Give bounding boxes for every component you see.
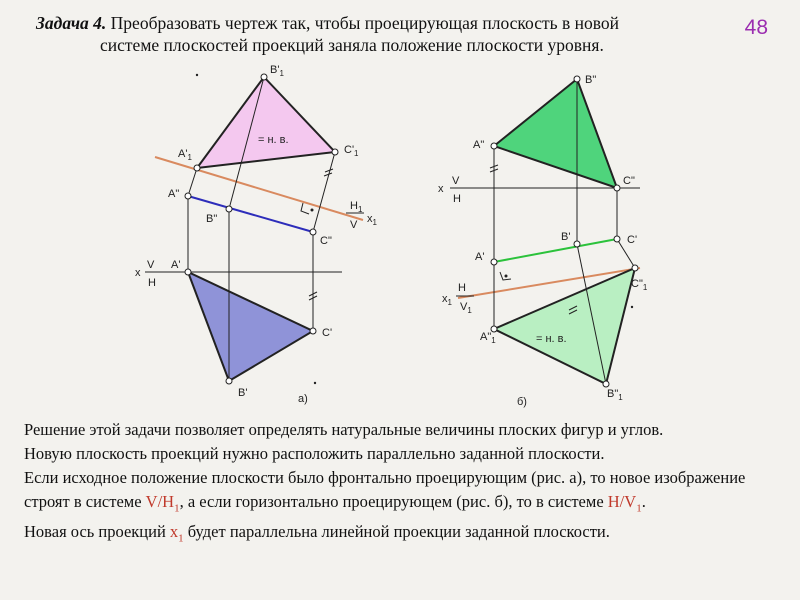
distance-tick xyxy=(324,173,332,176)
page-number: 48 xyxy=(744,16,768,39)
axis-x1-h1-v-a xyxy=(155,157,363,220)
paragraph-3-part-b: , а если горизонтально проецирующем (рис. б), то в системе xyxy=(179,492,608,511)
link-line xyxy=(313,152,335,232)
triangle-true-size-b xyxy=(494,268,635,384)
label-a1: $A'_1$ xyxy=(178,148,192,162)
paragraph-3-part-a: Если исходное положение плоскости было фронтально проецирующим (рис. а), то новое изображение строят в системе xyxy=(24,468,746,511)
paragraph-4 xyxy=(24,520,784,550)
point-a2 xyxy=(185,193,191,199)
label-a2-b: A" xyxy=(473,139,485,151)
label-b1: $B'_1$ xyxy=(270,64,284,78)
task-label: Задача 4. xyxy=(36,13,107,33)
paragraph-3 xyxy=(24,466,784,520)
axis-label-h-new-b: H xyxy=(458,282,466,294)
marker-dot xyxy=(314,382,316,384)
point-b xyxy=(574,241,580,247)
axis-x1-term: $x_1$ xyxy=(169,522,184,545)
point-c1 xyxy=(632,265,638,271)
triangle-frontal-projection-b xyxy=(494,79,617,188)
axis-label-v-a: V xyxy=(147,259,155,271)
point-a xyxy=(491,259,497,265)
axis-label-x1-b: $x_1$ xyxy=(442,293,452,307)
label-b-b: B' xyxy=(561,231,571,243)
axis-label-x-a: x xyxy=(135,267,141,279)
point-b1 xyxy=(261,74,267,80)
point-a xyxy=(185,269,191,275)
label-c2: C" xyxy=(320,235,332,247)
point-c2 xyxy=(310,229,316,235)
point-b2 xyxy=(226,206,232,212)
figure-a xyxy=(135,64,378,405)
point-b xyxy=(226,378,232,384)
label-c2-b: C" xyxy=(623,175,635,187)
label-a1-b: $A"_1$ xyxy=(480,331,496,345)
point-a1 xyxy=(194,165,200,171)
axis-label-x1-a: $x_1$ xyxy=(367,213,377,227)
system-v-h1: $V/H_1$ xyxy=(145,492,180,515)
right-angle-dot xyxy=(505,275,508,278)
label-b: B' xyxy=(238,387,248,399)
triangle-true-size-a xyxy=(197,77,335,168)
paragraph-1: Решение этой задачи позволяет определять натуральные величины плоских фигур и углов. xyxy=(24,420,664,439)
marker-dot xyxy=(631,306,633,308)
point-a1 xyxy=(491,326,497,332)
point-c2 xyxy=(614,185,620,191)
label-a-b: A' xyxy=(475,251,485,263)
title-line-1: Преобразовать чертеж так, чтобы проецирующая плоскость в новой xyxy=(110,13,619,33)
point-c1 xyxy=(332,149,338,155)
axis-label-v1-b: $V_1$ xyxy=(460,301,472,315)
caption-b: б) xyxy=(517,396,527,408)
right-angle-dot xyxy=(311,209,314,212)
label-b2-b: B" xyxy=(585,74,597,86)
explanation-text xyxy=(24,418,784,551)
title-line-2: системе плоскостей проекций заняла положение плоскости уровня. xyxy=(100,35,604,55)
label-c: C' xyxy=(322,327,333,339)
axis-label-h-b: H xyxy=(453,193,461,205)
triangle-horizontal-projection-a xyxy=(188,272,313,381)
point-b2 xyxy=(574,76,580,82)
label-nv-b: = н. в. xyxy=(536,333,567,345)
axis-label-h-a: H xyxy=(148,277,156,289)
system-h-v1: $H/V_1$ xyxy=(607,492,642,515)
marker-dot xyxy=(196,74,198,76)
label-c1-b: $C"_1$ xyxy=(631,278,648,292)
caption-a: а) xyxy=(298,393,308,405)
right-angle-mark xyxy=(301,203,309,214)
axis-label-v-b: V xyxy=(452,175,460,187)
point-a2 xyxy=(491,143,497,149)
paragraph-4-part-b: будет параллельна линейной проекции заданной плоскости. xyxy=(183,522,610,542)
paragraph-2: Новую плоскость проекций нужно расположить параллельно заданной плоскости. xyxy=(24,444,605,463)
axis-label-v-new-a: V xyxy=(350,219,358,231)
label-c1: $C'_1$ xyxy=(344,144,359,158)
label-b1-b: $B"_1$ xyxy=(607,388,623,402)
paragraph-4-part-a: Новая ось проекций xyxy=(24,522,170,542)
link-line xyxy=(188,168,197,196)
label-a: A' xyxy=(171,259,181,271)
label-nv-a: = н. в. xyxy=(258,134,289,146)
point-c xyxy=(614,236,620,242)
point-b1 xyxy=(603,381,609,387)
horizontal-projection-line-b xyxy=(494,239,617,262)
label-c-b: C' xyxy=(627,234,638,246)
label-a2: A" xyxy=(168,188,180,200)
point-c xyxy=(310,328,316,334)
label-b2: B" xyxy=(206,213,218,225)
figure-b xyxy=(438,74,648,408)
axis-label-h1-a: $H_1$ xyxy=(350,200,363,214)
axis-label-x-b: x xyxy=(438,183,444,195)
distance-tick xyxy=(325,169,333,172)
paragraph-3-part-c: . xyxy=(641,492,646,511)
